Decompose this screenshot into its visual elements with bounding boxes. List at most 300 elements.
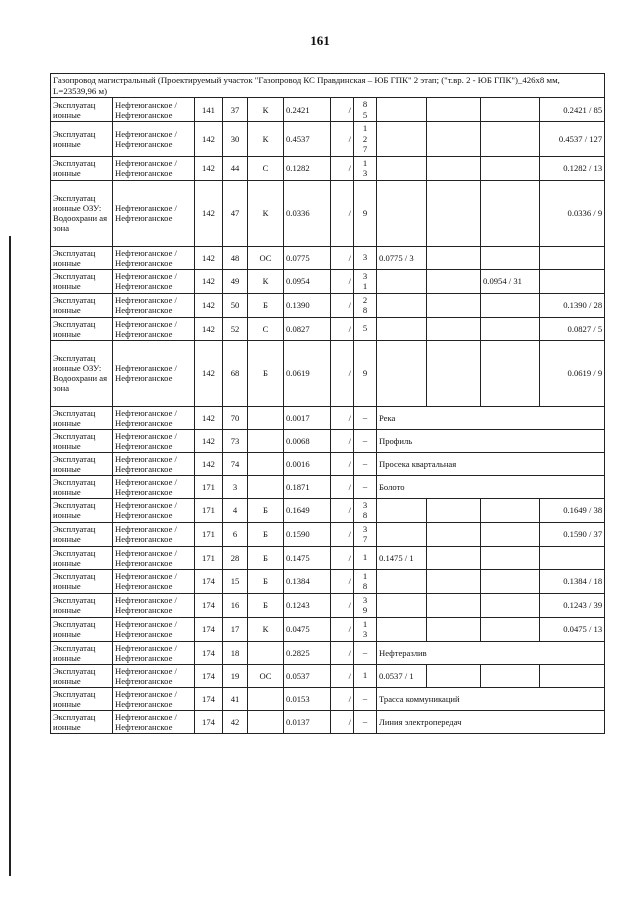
quarter-cell: 174 bbox=[195, 617, 223, 641]
category-cell: Эксплуатац ионные bbox=[51, 429, 113, 452]
volume-col-1: 0.0775 / 3 bbox=[377, 246, 427, 269]
table-row bbox=[51, 687, 605, 710]
volume-col-1 bbox=[377, 340, 427, 406]
species-code-cell bbox=[248, 475, 284, 498]
volume-col-2 bbox=[427, 246, 481, 269]
quarter-cell: 174 bbox=[195, 710, 223, 733]
category-cell: Эксплуатац ионные bbox=[51, 98, 113, 122]
species-code-cell: Б bbox=[248, 593, 284, 617]
fraction-digit: – bbox=[362, 647, 368, 658]
quarter-cell: 142 bbox=[195, 340, 223, 406]
fraction-digit: 1 bbox=[362, 281, 368, 291]
volume-col-1 bbox=[377, 156, 427, 180]
forestry-cell: Нефтеюганское / Нефтеюганское bbox=[113, 406, 195, 429]
forestry-cell: Нефтеюганское / Нефтеюганское bbox=[113, 546, 195, 569]
category-cell: Эксплуатац ионные bbox=[51, 617, 113, 641]
volume-total-cell: 0.1243 / 39 bbox=[540, 593, 605, 617]
quarter-cell: 142 bbox=[195, 246, 223, 269]
fraction-digit: 9 bbox=[362, 605, 368, 615]
volume-total-cell: 0.1590 / 37 bbox=[540, 522, 605, 546]
slash-cell: / bbox=[331, 122, 354, 157]
quarter-cell: 142 bbox=[195, 156, 223, 180]
table-row bbox=[51, 406, 605, 429]
species-code-cell: К bbox=[248, 269, 284, 293]
slash-cell: / bbox=[331, 498, 354, 522]
slash-cell: / bbox=[331, 593, 354, 617]
species-code-cell: К bbox=[248, 122, 284, 157]
volume-total-cell: 0.1282 / 13 bbox=[540, 156, 605, 180]
table-row bbox=[51, 122, 605, 157]
allotment-cell: 70 bbox=[223, 406, 248, 429]
category-cell: Эксплуатац ионные bbox=[51, 317, 113, 340]
species-code-cell: С bbox=[248, 156, 284, 180]
forestry-cell: Нефтеюганское / Нефтеюганское bbox=[113, 569, 195, 593]
volume-col-3 bbox=[481, 98, 540, 122]
allotment-cell: 30 bbox=[223, 122, 248, 157]
slash-cell: / bbox=[331, 317, 354, 340]
species-code-cell bbox=[248, 406, 284, 429]
quarter-cell: 142 bbox=[195, 406, 223, 429]
table-row bbox=[51, 180, 605, 246]
forestry-cell: Нефтеюганское / Нефтеюганское bbox=[113, 340, 195, 406]
area-cell: 0.1871 bbox=[284, 475, 331, 498]
quarter-cell: 142 bbox=[195, 180, 223, 246]
area-cell: 0.0537 bbox=[284, 664, 331, 687]
slash-cell: / bbox=[331, 522, 354, 546]
fraction-digit: 8 bbox=[362, 510, 368, 520]
volume-fraction-cell bbox=[354, 546, 377, 569]
volume-col-2 bbox=[427, 498, 481, 522]
quarter-cell: 174 bbox=[195, 687, 223, 710]
forestry-cell: Нефтеюганское / Нефтеюганское bbox=[113, 522, 195, 546]
species-code-cell: ОС bbox=[248, 664, 284, 687]
table-row bbox=[51, 593, 605, 617]
slash-cell: / bbox=[331, 546, 354, 569]
allotment-cell: 74 bbox=[223, 452, 248, 475]
quarter-cell: 142 bbox=[195, 122, 223, 157]
area-cell: 0.0017 bbox=[284, 406, 331, 429]
volume-fraction-cell bbox=[354, 317, 377, 340]
quarter-cell: 171 bbox=[195, 546, 223, 569]
volume-fraction-cell bbox=[354, 122, 377, 157]
species-code-cell: К bbox=[248, 180, 284, 246]
fraction-digit: 3 bbox=[362, 499, 368, 510]
volume-fraction-cell bbox=[354, 641, 377, 664]
slash-cell: / bbox=[331, 269, 354, 293]
fraction-digit: 8 bbox=[362, 99, 368, 109]
table-row bbox=[51, 317, 605, 340]
volume-fraction-cell bbox=[354, 498, 377, 522]
forestry-cell: Нефтеюганское / Нефтеюганское bbox=[113, 687, 195, 710]
volume-fraction-cell bbox=[354, 569, 377, 593]
volume-fraction-cell bbox=[354, 593, 377, 617]
fraction-digit: – bbox=[362, 458, 368, 469]
scan-edge-mark bbox=[9, 236, 11, 876]
slash-cell: / bbox=[331, 617, 354, 641]
volume-col-3 bbox=[481, 317, 540, 340]
volume-col-3 bbox=[481, 156, 540, 180]
table-row bbox=[51, 546, 605, 569]
quarter-cell: 142 bbox=[195, 317, 223, 340]
allotment-cell: 50 bbox=[223, 293, 248, 317]
volume-col-1 bbox=[377, 317, 427, 340]
species-code-cell: К bbox=[248, 98, 284, 122]
area-cell: 0.1390 bbox=[284, 293, 331, 317]
slash-cell: / bbox=[331, 406, 354, 429]
volume-col-2 bbox=[427, 269, 481, 293]
category-cell: Эксплуатац ионные bbox=[51, 475, 113, 498]
table-row bbox=[51, 293, 605, 317]
volume-fraction-cell bbox=[354, 180, 377, 246]
species-code-cell: ОС bbox=[248, 246, 284, 269]
volume-total-cell: 0.1384 / 18 bbox=[540, 569, 605, 593]
volume-col-3 bbox=[481, 340, 540, 406]
allotment-cell: 47 bbox=[223, 180, 248, 246]
category-cell: Эксплуатац ионные bbox=[51, 452, 113, 475]
volume-fraction-cell bbox=[354, 293, 377, 317]
volume-fraction-cell bbox=[354, 156, 377, 180]
forestry-cell: Нефтеюганское / Нефтеюганское bbox=[113, 98, 195, 122]
fraction-digit: 3 bbox=[362, 168, 368, 178]
volume-total-cell: 0.2421 / 85 bbox=[540, 98, 605, 122]
quarter-cell: 171 bbox=[195, 475, 223, 498]
category-cell: Эксплуатац ионные bbox=[51, 546, 113, 569]
table-row bbox=[51, 246, 605, 269]
forestry-cell: Нефтеюганское / Нефтеюганское bbox=[113, 317, 195, 340]
slash-cell: / bbox=[331, 246, 354, 269]
volume-col-2 bbox=[427, 617, 481, 641]
area-cell: 0.1590 bbox=[284, 522, 331, 546]
quarter-cell: 174 bbox=[195, 641, 223, 664]
forestry-cell: Нефтеюганское / Нефтеюганское bbox=[113, 122, 195, 157]
slash-cell: / bbox=[331, 710, 354, 733]
volume-col-3 bbox=[481, 180, 540, 246]
volume-col-2 bbox=[427, 293, 481, 317]
species-code-cell: Б bbox=[248, 546, 284, 569]
fraction-digit: 1 bbox=[362, 157, 368, 168]
forestry-cell: Нефтеюганское / Нефтеюганское bbox=[113, 429, 195, 452]
species-code-cell: Б bbox=[248, 569, 284, 593]
forestry-cell: Нефтеюганское / Нефтеюганское bbox=[113, 269, 195, 293]
allotment-cell: 49 bbox=[223, 269, 248, 293]
volume-col-1 bbox=[377, 617, 427, 641]
volume-col-1 bbox=[377, 522, 427, 546]
fraction-digit: 3 bbox=[362, 523, 368, 534]
volume-col-2 bbox=[427, 593, 481, 617]
category-cell: Эксплуатац ионные bbox=[51, 710, 113, 733]
forestry-cell: Нефтеюганское / Нефтеюганское bbox=[113, 475, 195, 498]
volume-total-cell: 0.0827 / 5 bbox=[540, 317, 605, 340]
species-code-cell: Б bbox=[248, 340, 284, 406]
area-cell: 0.0153 bbox=[284, 687, 331, 710]
fraction-digit: – bbox=[362, 435, 368, 446]
allotment-cell: 3 bbox=[223, 475, 248, 498]
allotment-cell: 19 bbox=[223, 664, 248, 687]
table-row bbox=[51, 429, 605, 452]
forestry-cell: Нефтеюганское / Нефтеюганское bbox=[113, 180, 195, 246]
table-row bbox=[51, 452, 605, 475]
table-row bbox=[51, 156, 605, 180]
area-cell: 0.1384 bbox=[284, 569, 331, 593]
table-row bbox=[51, 522, 605, 546]
fraction-digit: 2 bbox=[362, 133, 368, 144]
forestry-cell: Нефтеюганское / Нефтеюганское bbox=[113, 246, 195, 269]
table-row bbox=[51, 617, 605, 641]
land-type-cell: Линия электропередач bbox=[377, 710, 605, 733]
allotment-cell: 4 bbox=[223, 498, 248, 522]
fraction-digit: 2 bbox=[362, 294, 368, 305]
species-code-cell bbox=[248, 710, 284, 733]
species-code-cell bbox=[248, 429, 284, 452]
area-cell: 0.0827 bbox=[284, 317, 331, 340]
volume-fraction-cell bbox=[354, 687, 377, 710]
species-code-cell bbox=[248, 687, 284, 710]
table-row bbox=[51, 98, 605, 122]
species-code-cell: Б bbox=[248, 522, 284, 546]
land-type-cell: Река bbox=[377, 406, 605, 429]
land-type-cell: Профиль bbox=[377, 429, 605, 452]
volume-col-3 bbox=[481, 593, 540, 617]
volume-col-3 bbox=[481, 246, 540, 269]
quarter-cell: 142 bbox=[195, 269, 223, 293]
category-cell: Эксплуатац ионные bbox=[51, 406, 113, 429]
area-cell: 0.0137 bbox=[284, 710, 331, 733]
forest-register-table bbox=[50, 73, 605, 734]
volume-col-3 bbox=[481, 546, 540, 569]
fraction-digit: 5 bbox=[362, 109, 368, 120]
volume-fraction-cell bbox=[354, 340, 377, 406]
volume-total-cell bbox=[540, 246, 605, 269]
category-cell: Эксплуатац ионные ОЗУ: Водоохрани ая зона bbox=[51, 340, 113, 406]
fraction-digit: 7 bbox=[362, 144, 368, 154]
volume-col-1: 0.1475 / 1 bbox=[377, 546, 427, 569]
volume-col-3 bbox=[481, 522, 540, 546]
fraction-digit: 3 bbox=[362, 252, 368, 263]
volume-col-2 bbox=[427, 156, 481, 180]
fraction-digit: 3 bbox=[362, 629, 368, 639]
volume-col-1 bbox=[377, 98, 427, 122]
slash-cell: / bbox=[331, 664, 354, 687]
volume-col-3 bbox=[481, 122, 540, 157]
land-type-cell: Трасса коммуникаций bbox=[377, 687, 605, 710]
category-cell: Эксплуатац ионные bbox=[51, 293, 113, 317]
allotment-cell: 52 bbox=[223, 317, 248, 340]
allotment-cell: 15 bbox=[223, 569, 248, 593]
category-cell: Эксплуатац ионные bbox=[51, 156, 113, 180]
allotment-cell: 28 bbox=[223, 546, 248, 569]
fraction-digit: 1 bbox=[362, 552, 368, 563]
fraction-digit: – bbox=[362, 412, 368, 423]
category-cell: Эксплуатац ионные bbox=[51, 664, 113, 687]
land-type-cell: Болото bbox=[377, 475, 605, 498]
quarter-cell: 171 bbox=[195, 522, 223, 546]
area-cell: 0.2825 bbox=[284, 641, 331, 664]
volume-col-1 bbox=[377, 498, 427, 522]
volume-col-3 bbox=[481, 617, 540, 641]
volume-fraction-cell bbox=[354, 475, 377, 498]
volume-fraction-cell bbox=[354, 246, 377, 269]
fraction-digit: – bbox=[362, 693, 368, 704]
fraction-digit: 1 bbox=[362, 618, 368, 629]
volume-fraction-cell bbox=[354, 664, 377, 687]
volume-col-2 bbox=[427, 98, 481, 122]
fraction-digit: – bbox=[362, 716, 368, 727]
species-code-cell bbox=[248, 641, 284, 664]
fraction-digit: – bbox=[362, 481, 368, 492]
volume-fraction-cell bbox=[354, 406, 377, 429]
volume-col-2 bbox=[427, 180, 481, 246]
slash-cell: / bbox=[331, 641, 354, 664]
category-cell: Эксплуатац ионные bbox=[51, 246, 113, 269]
allotment-cell: 44 bbox=[223, 156, 248, 180]
volume-col-3 bbox=[481, 498, 540, 522]
forestry-cell: Нефтеюганское / Нефтеюганское bbox=[113, 452, 195, 475]
species-code-cell: Б bbox=[248, 498, 284, 522]
volume-total-cell bbox=[540, 269, 605, 293]
table-row bbox=[51, 569, 605, 593]
quarter-cell: 141 bbox=[195, 98, 223, 122]
category-cell: Эксплуатац ионные bbox=[51, 269, 113, 293]
species-code-cell: С bbox=[248, 317, 284, 340]
allotment-cell: 6 bbox=[223, 522, 248, 546]
fraction-digit: 1 bbox=[362, 570, 368, 581]
forestry-cell: Нефтеюганское / Нефтеюганское bbox=[113, 664, 195, 687]
volume-col-1 bbox=[377, 293, 427, 317]
volume-col-2 bbox=[427, 522, 481, 546]
slash-cell: / bbox=[331, 452, 354, 475]
table-caption: Газопровод магистральный (Проектируемый участок "Газопровод КС Правдинская – ЮБ ГПК" 2 этап; ("т.вр. 2 - ЮБ ГПК")_426х8 мм, L=23539,96 м) bbox=[51, 74, 605, 98]
allotment-cell: 16 bbox=[223, 593, 248, 617]
quarter-cell: 174 bbox=[195, 569, 223, 593]
volume-fraction-cell bbox=[354, 617, 377, 641]
volume-fraction-cell bbox=[354, 710, 377, 733]
table-row bbox=[51, 641, 605, 664]
volume-col-1 bbox=[377, 569, 427, 593]
volume-col-1 bbox=[377, 593, 427, 617]
area-cell: 0.2421 bbox=[284, 98, 331, 122]
category-cell: Эксплуатац ионные bbox=[51, 687, 113, 710]
volume-col-2 bbox=[427, 317, 481, 340]
category-cell: Эксплуатац ионные bbox=[51, 569, 113, 593]
volume-total-cell: 0.1390 / 28 bbox=[540, 293, 605, 317]
quarter-cell: 142 bbox=[195, 293, 223, 317]
volume-total-cell: 0.0619 / 9 bbox=[540, 340, 605, 406]
table-row bbox=[51, 664, 605, 687]
forestry-cell: Нефтеюганское / Нефтеюганское bbox=[113, 293, 195, 317]
area-cell: 0.1243 bbox=[284, 593, 331, 617]
volume-col-2 bbox=[427, 340, 481, 406]
volume-col-3 bbox=[481, 664, 540, 687]
volume-fraction-cell bbox=[354, 98, 377, 122]
fraction-digit: 9 bbox=[362, 367, 368, 378]
fraction-digit: 7 bbox=[362, 534, 368, 544]
species-code-cell bbox=[248, 452, 284, 475]
slash-cell: / bbox=[331, 475, 354, 498]
volume-col-3 bbox=[481, 569, 540, 593]
slash-cell: / bbox=[331, 180, 354, 246]
quarter-cell: 142 bbox=[195, 452, 223, 475]
category-cell: Эксплуатац ионные bbox=[51, 498, 113, 522]
volume-col-2 bbox=[427, 122, 481, 157]
allotment-cell: 18 bbox=[223, 641, 248, 664]
forestry-cell: Нефтеюганское / Нефтеюганское bbox=[113, 156, 195, 180]
slash-cell: / bbox=[331, 293, 354, 317]
volume-fraction-cell bbox=[354, 522, 377, 546]
table-header-row bbox=[51, 74, 605, 98]
slash-cell: / bbox=[331, 429, 354, 452]
area-cell: 0.0016 bbox=[284, 452, 331, 475]
volume-col-3 bbox=[481, 293, 540, 317]
slash-cell: / bbox=[331, 340, 354, 406]
table-row bbox=[51, 269, 605, 293]
land-type-cell: Просека квартальная bbox=[377, 452, 605, 475]
forestry-cell: Нефтеюганское / Нефтеюганское bbox=[113, 641, 195, 664]
volume-fraction-cell bbox=[354, 452, 377, 475]
area-cell: 0.0619 bbox=[284, 340, 331, 406]
allotment-cell: 41 bbox=[223, 687, 248, 710]
slash-cell: / bbox=[331, 98, 354, 122]
volume-col-2 bbox=[427, 569, 481, 593]
allotment-cell: 48 bbox=[223, 246, 248, 269]
area-cell: 0.0475 bbox=[284, 617, 331, 641]
table-row bbox=[51, 340, 605, 406]
volume-col-1 bbox=[377, 269, 427, 293]
fraction-digit: 9 bbox=[362, 207, 368, 218]
quarter-cell: 142 bbox=[195, 429, 223, 452]
fraction-digit: 1 bbox=[362, 123, 368, 133]
species-code-cell: Б bbox=[248, 293, 284, 317]
category-cell: Эксплуатац ионные bbox=[51, 122, 113, 157]
forestry-cell: Нефтеюганское / Нефтеюганское bbox=[113, 617, 195, 641]
category-cell: Эксплуатац ионные bbox=[51, 522, 113, 546]
allotment-cell: 68 bbox=[223, 340, 248, 406]
volume-total-cell: 0.4537 / 127 bbox=[540, 122, 605, 157]
area-cell: 0.1649 bbox=[284, 498, 331, 522]
forestry-cell: Нефтеюганское / Нефтеюганское bbox=[113, 710, 195, 733]
fraction-digit: 1 bbox=[362, 670, 368, 681]
area-cell: 0.1282 bbox=[284, 156, 331, 180]
volume-total-cell: 0.0336 / 9 bbox=[540, 180, 605, 246]
slash-cell: / bbox=[331, 156, 354, 180]
quarter-cell: 174 bbox=[195, 664, 223, 687]
table-row bbox=[51, 710, 605, 733]
fraction-digit: 8 bbox=[362, 305, 368, 315]
area-cell: 0.0954 bbox=[284, 269, 331, 293]
volume-col-1 bbox=[377, 122, 427, 157]
slash-cell: / bbox=[331, 687, 354, 710]
volume-total-cell: 0.1649 / 38 bbox=[540, 498, 605, 522]
allotment-cell: 42 bbox=[223, 710, 248, 733]
volume-total-cell: 0.0475 / 13 bbox=[540, 617, 605, 641]
fraction-digit: 3 bbox=[362, 270, 368, 281]
table-row bbox=[51, 475, 605, 498]
land-type-cell: Нефтеразлив bbox=[377, 641, 605, 664]
allotment-cell: 73 bbox=[223, 429, 248, 452]
volume-total-cell bbox=[540, 664, 605, 687]
forestry-cell: Нефтеюганское / Нефтеюганское bbox=[113, 498, 195, 522]
allotment-cell: 17 bbox=[223, 617, 248, 641]
area-cell: 0.1475 bbox=[284, 546, 331, 569]
fraction-digit: 3 bbox=[362, 594, 368, 605]
table-row bbox=[51, 498, 605, 522]
volume-col-1 bbox=[377, 180, 427, 246]
slash-cell: / bbox=[331, 569, 354, 593]
allotment-cell: 37 bbox=[223, 98, 248, 122]
volume-fraction-cell bbox=[354, 429, 377, 452]
forestry-cell: Нефтеюганское / Нефтеюганское bbox=[113, 593, 195, 617]
area-cell: 0.4537 bbox=[284, 122, 331, 157]
species-code-cell: К bbox=[248, 617, 284, 641]
